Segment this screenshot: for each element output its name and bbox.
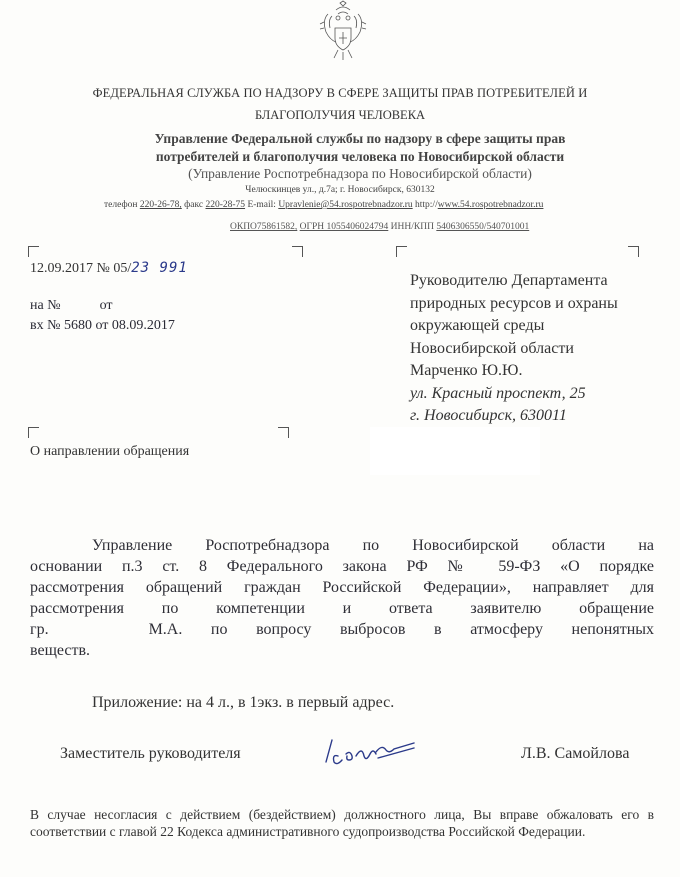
handwritten-signature xyxy=(318,732,422,768)
department-name-line1: Управление Федеральной службы по надзору в сфере защиты прав xyxy=(154,131,566,146)
contacts-line xyxy=(104,200,543,210)
recipient-line: природных ресурсов и охраны xyxy=(410,294,618,312)
incoming-reference: вх № 5680 от 08.09.2017 xyxy=(30,318,175,333)
registration-codes xyxy=(230,222,529,232)
ogrn-code: ОГРН 1055406024794 xyxy=(299,222,389,232)
body-line: основании п.3 ст. 8 Федерального закона РФ № 59-ФЗ «О порядке xyxy=(30,558,654,575)
website-link[interactable]: www.54.rospotrebnadzor.ru xyxy=(437,200,544,210)
corner-mark xyxy=(278,427,289,438)
signatory-position: Заместитель руководителя xyxy=(60,745,241,762)
letter-number-handwritten: 23 991 xyxy=(131,260,188,276)
site-label: http:// xyxy=(415,200,438,210)
recipient-city: г. Новосибирск, 630011 xyxy=(410,407,567,424)
signatory-name: Л.В. Самойлова xyxy=(521,745,630,762)
email-link[interactable]: Upravlenie@54.rospotrebnadzor.ru xyxy=(278,200,413,210)
agency-name-line1: ФЕДЕРАЛЬНАЯ СЛУЖБА ПО НАДЗОРУ В СФЕРЕ ЗАЩИТЫ ПРАВ ПОТРЕБИТЕЛЕЙ И xyxy=(92,86,588,100)
letter-number-prefix: № 05/ xyxy=(96,261,132,276)
body-line: веществ. xyxy=(30,642,91,659)
fax-label: факс xyxy=(184,200,204,210)
coat-of-arms-emblem xyxy=(318,0,368,64)
recipient-line: Новосибирской области xyxy=(410,339,574,357)
email-label: E-mail: xyxy=(247,200,276,210)
redacted-area xyxy=(370,427,540,475)
corner-mark xyxy=(28,246,39,257)
okpo-code: ОКПО75861582, xyxy=(230,222,298,232)
recipient-street: ул. Красный проспект, 25 xyxy=(410,384,586,402)
corner-mark xyxy=(28,427,39,438)
phone-label: телефон xyxy=(104,200,138,210)
department-address: Челюскинцев ул., д.7а; г. Новосибирск, 630132 xyxy=(245,185,435,195)
corner-mark xyxy=(628,246,639,257)
reference-line xyxy=(30,298,113,314)
body-line-tail: М.А. по вопросу выбросов в атмосферу непонятных xyxy=(148,621,654,638)
department-short-name: (Управление Роспотребнадзора по Новосибирской области) xyxy=(188,166,532,181)
inn-code: 5406306550/540701001 xyxy=(436,222,530,232)
recipient-line: окружающей среды xyxy=(410,317,545,334)
body-line: Управление Роспотребнадзора по Новосибирской области на xyxy=(92,537,654,554)
fax-number: 220-28-75 xyxy=(205,200,246,210)
agency-name-line2: БЛАГОПОЛУЧИЯ ЧЕЛОВЕКА xyxy=(254,108,426,122)
appendix-note: Приложение: на 4 л., в 1экз. в первый адрес. xyxy=(92,694,395,711)
recipient-line: Руководителю Департамента xyxy=(410,272,608,289)
body-line xyxy=(30,621,654,639)
department-name-line2: потребителей и благополучия человека по Новосибирской области xyxy=(155,149,565,164)
recipient-name: Марченко Ю.Ю. xyxy=(410,362,523,379)
phone-number: 220-26-78, xyxy=(139,200,182,210)
redacted-surname xyxy=(49,621,149,639)
citizen-prefix: гр. xyxy=(30,621,49,638)
recipient-block xyxy=(410,270,670,428)
letter-date-number xyxy=(30,260,188,277)
corner-mark xyxy=(396,246,407,257)
letter-date: 12.09.2017 xyxy=(30,261,93,276)
corner-mark xyxy=(292,246,303,257)
body-line: рассмотрения по компетенции и ответа заявителю обращение xyxy=(30,600,654,617)
inn-label: ИНН/КПП xyxy=(390,222,434,232)
reference-na-label: на № xyxy=(30,298,61,313)
reference-ot-label: от xyxy=(99,298,113,313)
appeal-notice: В случае несогласия с действием (бездействием) должностного лица, Вы вправе обжаловать его в соответствии с главой 22 Кодекса административного судопроизводства Российской Федерации. xyxy=(30,807,654,839)
body-line: рассмотрения обращений граждан Российской Федерации», направляет для xyxy=(30,579,654,596)
letter-subject: О направлении обращения xyxy=(30,444,190,459)
